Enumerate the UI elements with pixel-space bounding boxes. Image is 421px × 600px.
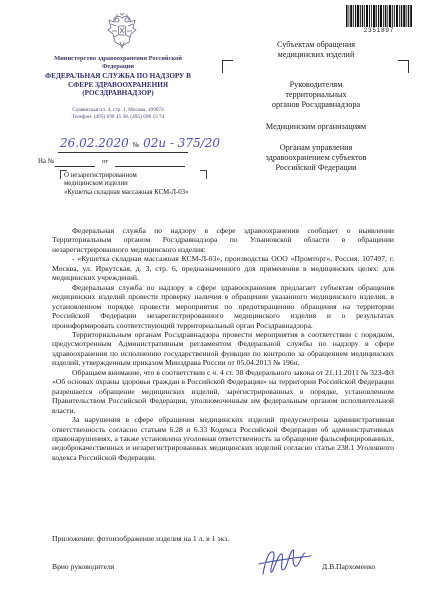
subject-line: медицинском изделии (64, 180, 128, 188)
address-line: Славянская пл. 4, стр. 1, Москва, 109074 (72, 107, 164, 113)
handwritten-signature-icon (255, 544, 315, 580)
recipient-block (232, 143, 400, 173)
recipient-line: органов Росздравнадзора (271, 100, 361, 109)
body-paragraph: Территориальным органам Росздравнадзора провести мероприятия в соответствии с порядком, предусмотренным Административным регламентом Федеральной службы по надзору в сфере здравоохранения по исполнению государственной функции по контролю за обращением медицинских изделий, утвержденным приказом Минздрава России от 05.04.2013 № 196н. (52, 329, 394, 368)
sender-address (38, 107, 198, 121)
service-name: ФЕДЕРАЛЬНАЯ СЛУЖБА ПО НАДЗОРУ В СФЕРЕ ЗДРАВООХРАНЕНИЯ (РОСЗДРАВНАДЗОР) (45, 72, 191, 97)
recipient-block (232, 80, 400, 110)
recipient-corner-left (222, 60, 233, 73)
letter-body (52, 226, 394, 462)
state-emblem-icon (105, 12, 139, 50)
recipient-block (232, 40, 400, 60)
recipient-line: Субъектам обращения (277, 40, 355, 49)
recipient-corner-right (398, 60, 409, 73)
recipient-line: Российской Федерации (275, 163, 357, 172)
attachment-note: Приложение: фотоизображение изделия на 1 л. в 1 экз. (52, 534, 230, 543)
date-handwritten: 26.02.2020 (60, 136, 129, 150)
subject-line: «Кушетка складная массажная КСМ-Л-03» (64, 188, 189, 196)
body-paragraph: Федеральная служба по надзору в сфере здравоохранения сообщает о выявлении Территориальным органом Росздравнадзора по Ульяновской области в обращении незарегистрированного медицинского изделия: (52, 226, 394, 254)
outgoing-date (60, 136, 220, 150)
body-paragraph: За нарушения в сфере обращения медицинских изделий предусмотрена административная ответственность согласно статьям 6.28 и 6.33 Кодекса Российской Федерации об административных правонарушениях, а также установлена уголовная ответственность за обращение фальсифицированных, недоброкачественных и незарегистрированных медицинских изделий согласно статье 238.1 Уголовного кодекса Российской Федерации. (52, 415, 394, 462)
recipient-line: Органам управления (279, 143, 353, 152)
barcode-icon (346, 5, 412, 27)
signatory-title: Врио руководителя (52, 562, 115, 571)
reply-date-line (115, 166, 185, 167)
reply-date-label: от (102, 158, 109, 165)
reply-to-label: На № (38, 158, 55, 165)
recipient-line: здравоохранением субъектов (265, 153, 367, 162)
recipient-line: Руководителям (289, 80, 343, 89)
recipient-line: медицинских изделий (277, 50, 355, 59)
body-paragraph: Федеральная служба по надзору в сфере здравоохранения предлагает субъектам обращения медицинских изделий провести проверку наличия в обращении указанного медицинского изделия, в установленном порядке провести мероприятия по предотвращению обращения на территории Российской Федерации незарегистрированного медицинского изделия и о результатах проинформировать соответствующий территориальный орган Росздравнадзора. (52, 282, 394, 330)
ministry-name: Министерство здравоохранения Российской Федерации (54, 55, 182, 70)
recipient-line: территориальных (285, 90, 347, 99)
body-paragraph: - «Кушетка складная массажная КСМ-Л-03», производства ООО «Промторг», Россия, 107497, г. Москва, ул. Иркутская, д. 3, стр. 6, предназначенного для применения в медицинских целях: для медицинских учреждений. (52, 254, 394, 283)
subject-line: О незарегистрированном (64, 172, 137, 179)
barcode-number: 2351897 (363, 28, 395, 34)
date-underline (58, 152, 188, 153)
letter-subject (64, 172, 204, 197)
phone-line: Телефон: (495) 698 45 38, (495) 698 15 74 (71, 114, 165, 120)
signatory-name: Д.В.Пархоменко (322, 562, 376, 571)
reply-to-line (55, 166, 95, 167)
recipient-block (232, 122, 400, 132)
number-sign: № (132, 141, 140, 149)
body-paragraph: Обращаем внимание, что в соответствии с ч. 4 ст. 38 Федерального закона от 21.11.2011 № 323-ФЗ «Об основах охраны здоровья граждан в Российской Федерации» на территории Российской Федерации разрешается обращение медицинских изделий, зарегистрированных в порядке, установленном Правительством Российской Федерации, уполномоченным им федеральным органом исполнительной власти. (52, 367, 394, 415)
recipient-line: Медицинским организациям (265, 122, 367, 131)
number-handwritten: 02и - 375/20 (143, 136, 220, 150)
